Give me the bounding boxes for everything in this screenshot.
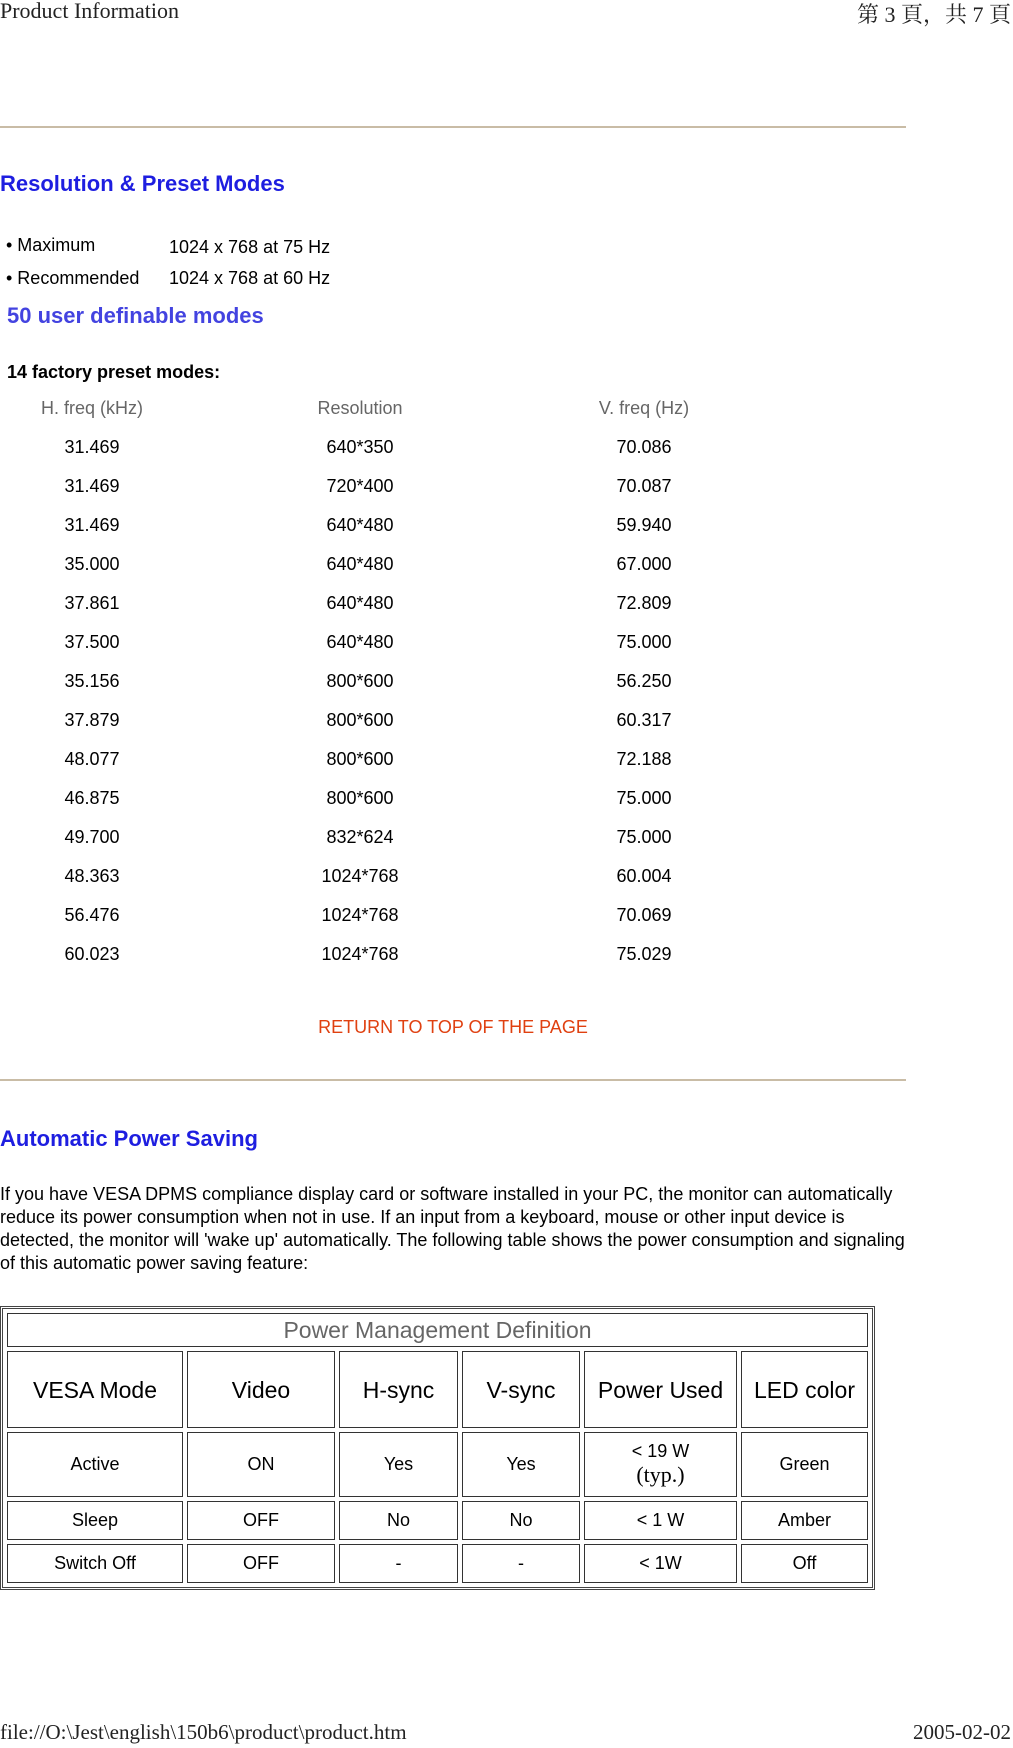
typ-note: (typ.): [636, 1462, 685, 1487]
factory-presets-label: 14 factory preset modes:: [7, 362, 221, 382]
table-row: [0, 827, 760, 866]
divider: [0, 126, 906, 128]
table-row: [0, 749, 760, 788]
header-page-number: 第 3 頁，共 7 頁: [856, 2, 1011, 27]
cell-resolution: 640*480: [326, 593, 394, 613]
cell-resolution: 640*350: [326, 437, 394, 457]
cell-power: [584, 1432, 737, 1497]
cell-vfreq: 70.069: [616, 905, 672, 925]
cell-vsync: -: [462, 1544, 580, 1583]
cell-resolution: 832*624: [326, 827, 394, 847]
header-hsync: H-sync: [339, 1351, 458, 1428]
cell-hfreq: 35.156: [64, 671, 120, 691]
page-footer: [0, 1720, 1013, 1748]
table-row: [0, 710, 760, 749]
spec-label: • Recommended: [6, 268, 140, 288]
table-header-row: [7, 1351, 868, 1428]
table-title: Power Management Definition: [7, 1313, 868, 1347]
power-management-table: [0, 1306, 875, 1590]
cell-vfreq: 60.004: [616, 866, 672, 886]
power-saving-heading: Automatic Power Saving: [0, 1126, 258, 1151]
col-header-resolution: Resolution: [317, 398, 403, 418]
table-row: [0, 632, 760, 671]
table-row: [0, 593, 760, 632]
divider: [0, 1079, 906, 1081]
cell-resolution: 800*600: [326, 710, 394, 730]
cell-power: < 1W: [584, 1544, 737, 1583]
cell-mode: Switch Off: [7, 1544, 183, 1583]
cell-resolution: 720*400: [326, 476, 394, 496]
table-row: [0, 866, 760, 905]
cell-hsync: Yes: [339, 1432, 458, 1497]
header-vsync: V-sync: [462, 1351, 580, 1428]
table-row: [7, 1544, 868, 1583]
cell-video: OFF: [187, 1544, 335, 1583]
return-to-top-link[interactable]: RETURN TO TOP OF THE PAGE: [318, 1017, 588, 1037]
page-header: [0, 0, 1013, 26]
cell-hfreq: 37.861: [64, 593, 120, 613]
cell-hfreq: 37.500: [64, 632, 120, 652]
header-title: Product Information: [0, 0, 180, 23]
col-header-vfreq: V. freq (Hz): [598, 398, 690, 418]
cell-vsync: No: [462, 1501, 580, 1540]
cell-led: Green: [741, 1432, 868, 1497]
cell-vfreq: 60.317: [616, 710, 672, 730]
resolution-heading: Resolution & Preset Modes: [0, 171, 285, 196]
footer-file-path: file://O:\Jest\english\150b6\product\product.htm: [0, 1720, 407, 1744]
spec-value: 1024 x 768 at 75 Hz: [169, 237, 331, 257]
header-led-color: LED color: [741, 1351, 868, 1428]
cell-power: < 1 W: [584, 1501, 737, 1540]
cell-video: OFF: [187, 1501, 335, 1540]
cell-hfreq: 31.469: [64, 437, 120, 457]
cell-resolution: 640*480: [326, 632, 394, 652]
cell-vfreq: 70.087: [616, 476, 672, 496]
cell-vfreq: 75.000: [616, 788, 672, 808]
table-row: [7, 1432, 868, 1497]
preset-modes-table: [0, 398, 760, 983]
spec-label: • Maximum: [6, 235, 96, 255]
table-row: [0, 554, 760, 593]
cell-resolution: 800*600: [326, 749, 394, 769]
cell-hfreq: 48.077: [64, 749, 120, 769]
table-body: [0, 437, 760, 983]
cell-vfreq: 72.809: [616, 593, 672, 613]
table-row: [0, 671, 760, 710]
cell-resolution: 800*600: [326, 671, 394, 691]
cell-video: ON: [187, 1432, 335, 1497]
cell-vfreq: 75.000: [616, 632, 672, 652]
cell-hfreq: 35.000: [64, 554, 120, 574]
cell-mode: Sleep: [7, 1501, 183, 1540]
table-row: [0, 944, 760, 983]
cell-hsync: -: [339, 1544, 458, 1583]
cell-resolution: 1024*768: [321, 866, 399, 886]
cell-vfreq: 75.029: [616, 944, 672, 964]
table-row: [0, 476, 760, 515]
cell-vfreq: 75.000: [616, 827, 672, 847]
header-vesa-mode: VESA Mode: [7, 1351, 183, 1428]
cell-vfreq: 59.940: [616, 515, 672, 535]
cell-resolution: 800*600: [326, 788, 394, 808]
cell-led: Amber: [741, 1501, 868, 1540]
cell-resolution: 640*480: [326, 554, 394, 574]
cell-mode: Active: [7, 1432, 183, 1497]
spec-value: 1024 x 768 at 60 Hz: [169, 268, 331, 288]
user-modes-heading: 50 user definable modes: [7, 303, 264, 328]
cell-vfreq: 56.250: [616, 671, 672, 691]
cell-resolution: 1024*768: [321, 944, 399, 964]
cell-vfreq: 67.000: [616, 554, 672, 574]
cell-vfreq: 72.188: [616, 749, 672, 769]
header-power-used: Power Used: [584, 1351, 737, 1428]
table-row: [7, 1501, 868, 1540]
col-header-hfreq: H. freq (kHz): [40, 398, 143, 418]
header-video: Video: [187, 1351, 335, 1428]
power-saving-description: If you have VESA DPMS compliance display card or software installed in your PC, the monitor can automatically reduce its power consumption when not in use. If an input from a keyboard, mouse or other input device is detected, the monitor will 'wake up' automatically. The following table shows the power consumption and signaling of this automatic power saving feature:: [0, 1184, 905, 1273]
cell-hfreq: 48.363: [64, 866, 120, 886]
cell-resolution: 1024*768: [321, 905, 399, 925]
cell-hfreq: 56.476: [64, 905, 120, 925]
table-header-row: [0, 398, 760, 437]
cell-hfreq: 49.700: [64, 827, 120, 847]
power-value: < 19 W: [631, 1441, 690, 1461]
cell-hfreq: 31.469: [64, 515, 120, 535]
cell-hfreq: 37.879: [64, 710, 120, 730]
cell-hfreq: 31.469: [64, 476, 120, 496]
footer-date: 2005-02-02: [913, 1720, 1011, 1744]
cell-hsync: No: [339, 1501, 458, 1540]
table-row: [0, 515, 760, 554]
cell-vfreq: 70.086: [616, 437, 672, 457]
cell-led: Off: [741, 1544, 868, 1583]
table-row: [0, 788, 760, 827]
cell-vsync: Yes: [462, 1432, 580, 1497]
cell-hfreq: 60.023: [64, 944, 120, 964]
cell-hfreq: 46.875: [64, 788, 120, 808]
table-row: [0, 905, 760, 944]
cell-resolution: 640*480: [326, 515, 394, 535]
table-row: [0, 437, 760, 476]
